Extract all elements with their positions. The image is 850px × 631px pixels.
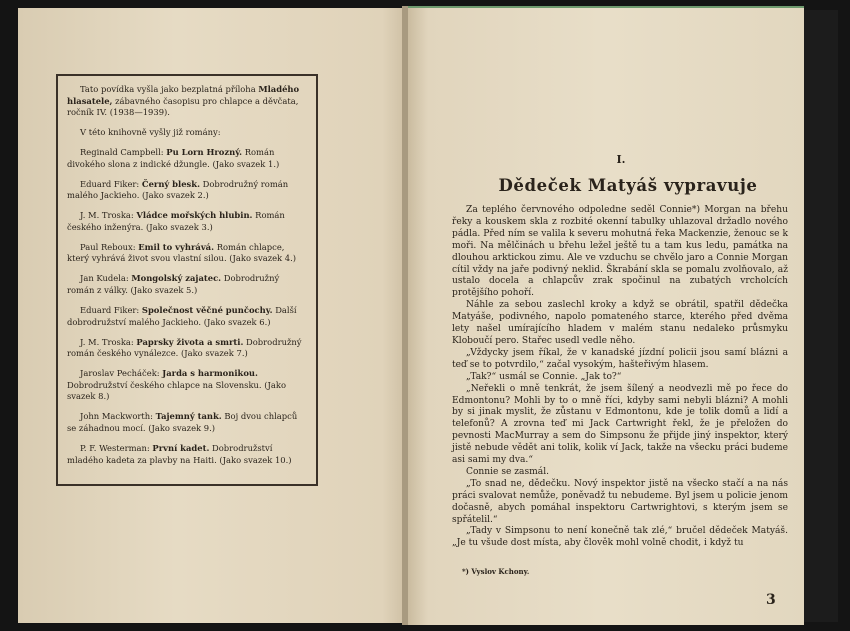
intro-bold: Mladého hlasatele, [67, 84, 300, 106]
paragraph: „To snad ne, dědečku. Nový inspektor jistě na všecko stačí a na nás práci svalovat nemůže, poněvadž tu nebudeme. Byl jsem u policie jenom dočasně, abych pomáhal inspektoru Cartwrightovi, s kterým jsem se spřátelil.“ [452, 478, 788, 525]
intro-text: Tato povídka vyšla jako bezplatná příloha [80, 84, 259, 94]
chapter-title: Dědeček Matyáš vypravuje [498, 176, 758, 195]
body-text [452, 205, 788, 550]
list-heading: V této knihovně vyšly již romány: [80, 127, 221, 138]
page-number: 3 [766, 592, 776, 608]
book-entry: J. M. Troska: Vládce mořských hlubin. Román českého inženýra. (Jako svazek 3.) [67, 210, 285, 232]
book-entry: Paul Reboux: Emil to vyhrává. Román chlapce, který vyhrává život svou vlastní silou. (Jako svazek 4.) [67, 241, 297, 264]
footnote: *) Vyslov Kchony. [462, 567, 530, 576]
book-spine [402, 6, 408, 625]
paragraph: „Tak?“ usmál se Connie. „Jak to?“ [466, 371, 622, 382]
book-entry: Jan Kudela: Mongolský zajatec. Dobrodružný román z války. (Jako svazek 5.) [67, 273, 280, 296]
book-list-box [56, 74, 318, 486]
intro-paragraph [67, 84, 307, 119]
book-entry: Eduard Fiker: Černý blesk. Dobrodružný román malého Jackieho. (Jako svazek 2.) [67, 178, 289, 201]
paragraph: Za teplého červnového odpoledne seděl Connie*) Morgan na břehu řeky a kouskem skla z rozbité okenní tabulky uhlazoval držadlo nového pádla. Před ním se valila k severu mohutná řeka Mackenzie, ženouc se k moři. Na mělčinách u břehu ležel ještě tu a tam kus ledu, památka na dlouhou arktickou zimu. Ale ve vzduchu se chvělo jaro a Connie Morgan cítil vždy na jaře podivný neklid. Škrabání skla se pomalu zvolňovalo, až ustalo docela a chlapcův zrak spočinul na zubatých vrcholcích protějšího pohoří. [452, 205, 788, 299]
book-entry: J. M. Troska: Paprsky života a smrti. Dobrodružný román českého vynálezce. (Jako svazek 7.) [67, 336, 302, 359]
paragraph: „Vždycky jsem říkal, že v kanadské jízdní policii jsou samí blázni a teď se to potvrdilo,“ začal vysokým, hašteřivým hlasem. [452, 347, 788, 370]
paragraph: Náhle za sebou zaslechl kroky a když se obrátil, spatřil dědečka Matyáše, podivného, napolo pomateného starce, kterého před dvěma lety našel umírajícího hladem v malém stanu nedaleko průsmyku Kloboučí pero. Stařec usedl vedle něho. [452, 300, 788, 346]
book-entry: Jaroslav Pecháček: Jarda s harmonikou. Dobrodružství českého chlapce na Slovensku. (Jako svazek 8.) [67, 368, 286, 402]
intro-rest: zábavného časopisu pro chlapce a děvčata, ročník IV. (1938—1939). [67, 95, 299, 118]
paragraph: Connie se zasmál. [466, 466, 549, 477]
paragraph: „Tady v Simpsonu to není konečně tak zlé,“ bručel dědeček Matyáš. „Je tu všude dost místa, aby člověk mohl volně chodit, i když tu [452, 526, 788, 549]
chapter-number: I. [616, 153, 626, 166]
paragraph: „Neřekli o mně tenkrát, že jsem šílený a neodvezli mě po řece do Edmontonu? Mohli by to o mně říci, kdyby sami nebyli blázni? A mohli by si jinak myslit, že zůstanu v Edmontonu, kde je tolik domů a lidí a telefonů? A zrovna teď mi Jack Cartwright řekl, že je přeložen do pevnosti MacMurray a sem do Simpsonu že přijde jiný inspektor, který jistě nebude vědět ani tolik, kolik ví Jack, takže na všecku práci budeme asi sami my dva.“ [452, 383, 788, 466]
book-entry: Reginald Campbell: Pu Lorn Hrozný. Román divokého slona z indické džungle. (Jako svazek 1.) [67, 147, 280, 169]
book-entry: P. F. Westerman: První kadet. Dobrodružství mladého kadeta za plavby na Haiti. (Jako svazek 10.) [67, 442, 292, 465]
book-entry: John Mackworth: Tajemný tank. Boj dvou chlapců se záhadnou mocí. (Jako svazek 9.) [67, 411, 298, 433]
book-entry: Eduard Fiker: Společnost věčné punčochy. Další dobrodružství malého Jackieho. (Jako svazek 6.) [67, 305, 297, 327]
